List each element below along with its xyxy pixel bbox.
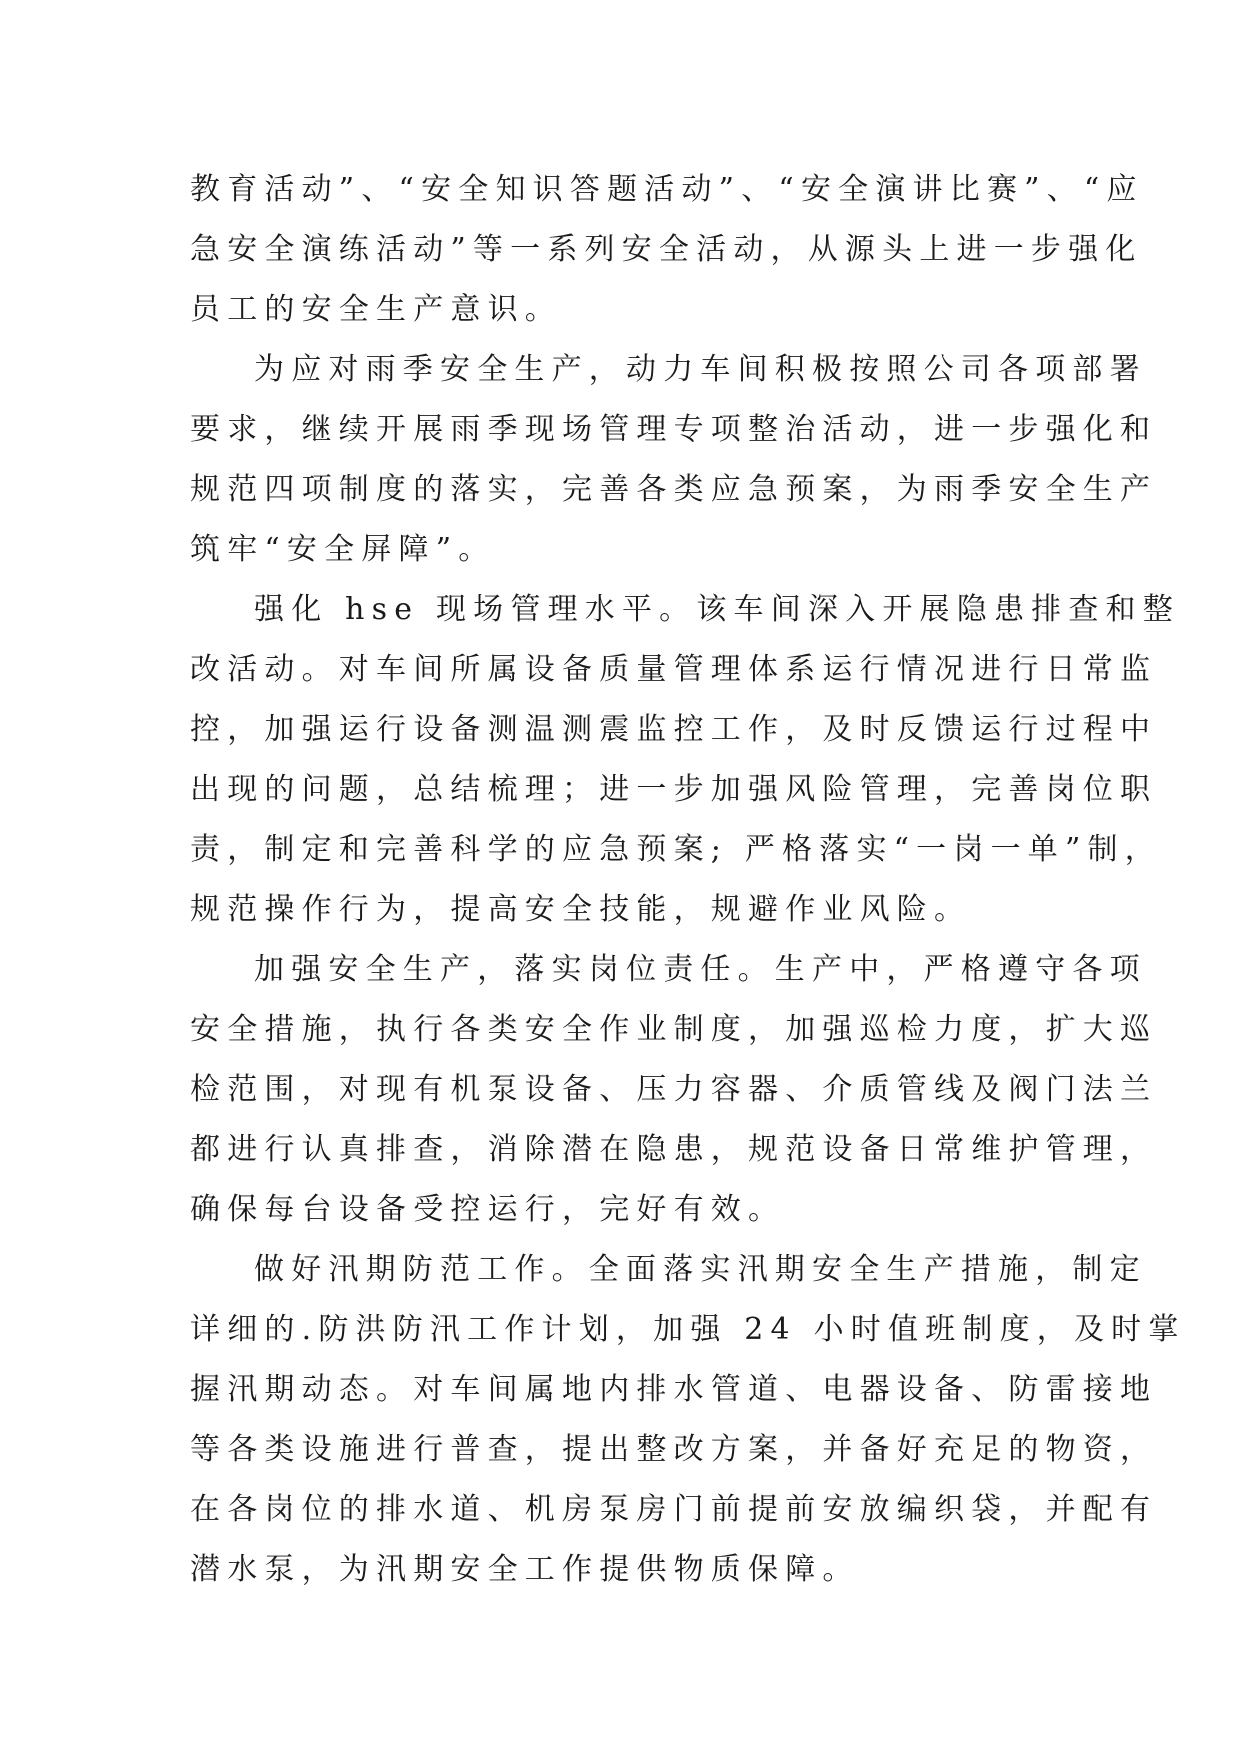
text-line: 等各类设施进行普查，提出整改方案，并备好充足的物资，	[190, 1432, 1158, 1467]
text-line: 筑牢“安全屏障”。	[190, 532, 496, 567]
text-line: 详细的.防洪防汛工作计划，加强 24 小时值班制度，及时掌	[190, 1312, 1186, 1347]
text-line: 规范四项制度的落实，完善各类应急预案，为雨季安全生产	[190, 472, 1158, 507]
paragraph-job-responsibility	[190, 940, 1158, 1240]
text-line: 强化 hse 现场管理水平。该车间深入开展隐患排查和整	[254, 592, 1180, 627]
text-line: 做好汛期防范工作。全面落实汛期安全生产措施，制定	[254, 1252, 1147, 1287]
text-line: 控，加强运行设备测温测震监控工作，及时反馈运行过程中	[190, 712, 1158, 747]
text-line: 在各岗位的排水道、机房泵房门前提前安放编织袋，并配有	[190, 1492, 1158, 1527]
text-line: 改活动。对车间所属设备质量管理体系运行情况进行日常监	[190, 652, 1158, 687]
paragraph-safety-activities	[190, 160, 1144, 340]
text-line: 为应对雨季安全生产，动力车间积极按照公司各项部署	[254, 352, 1147, 387]
text-line: 出现的问题，总结梳理；进一步加强风险管理，完善岗位职	[190, 772, 1158, 807]
text-line: 都进行认真排查，消除潜在隐患，规范设备日常维护管理，	[190, 1132, 1158, 1167]
text-line: 确保每台设备受控运行，完好有效。	[190, 1192, 786, 1227]
text-line: 握汛期动态。对车间属地内排水管道、电器设备、防雷接地	[190, 1372, 1158, 1407]
paragraph-rainy-season	[190, 340, 1158, 580]
text-line: 责，制定和完善科学的应急预案; 严格落实“一岗一单”制，	[190, 832, 1162, 867]
text-line: 加强安全生产，落实岗位责任。生产中，严格遵守各项	[254, 952, 1147, 987]
paragraph-hse-management	[190, 580, 1180, 940]
text-line: 安全措施，执行各类安全作业制度，加强巡检力度，扩大巡	[190, 1012, 1158, 1047]
text-line: 潜水泵，为汛期安全工作提供物质保障。	[190, 1552, 860, 1587]
text-line: 要求，继续开展雨季现场管理专项整治活动，进一步强化和	[190, 412, 1158, 447]
text-line: 检范围，对现有机泵设备、压力容器、介质管线及阀门法兰	[190, 1072, 1158, 1107]
text-line: 员工的安全生产意识。	[190, 292, 562, 327]
text-line: 教育活动”、“安全知识答题活动”、“安全演讲比赛”、“应	[190, 172, 1144, 207]
paragraph-flood-prevention	[190, 1240, 1186, 1600]
text-line: 急安全演练活动”等一系列安全活动，从源头上进一步强化	[190, 232, 1143, 267]
document-body	[190, 160, 1186, 1600]
text-line: 规范操作行为，提高安全技能，规避作业风险。	[190, 892, 972, 927]
